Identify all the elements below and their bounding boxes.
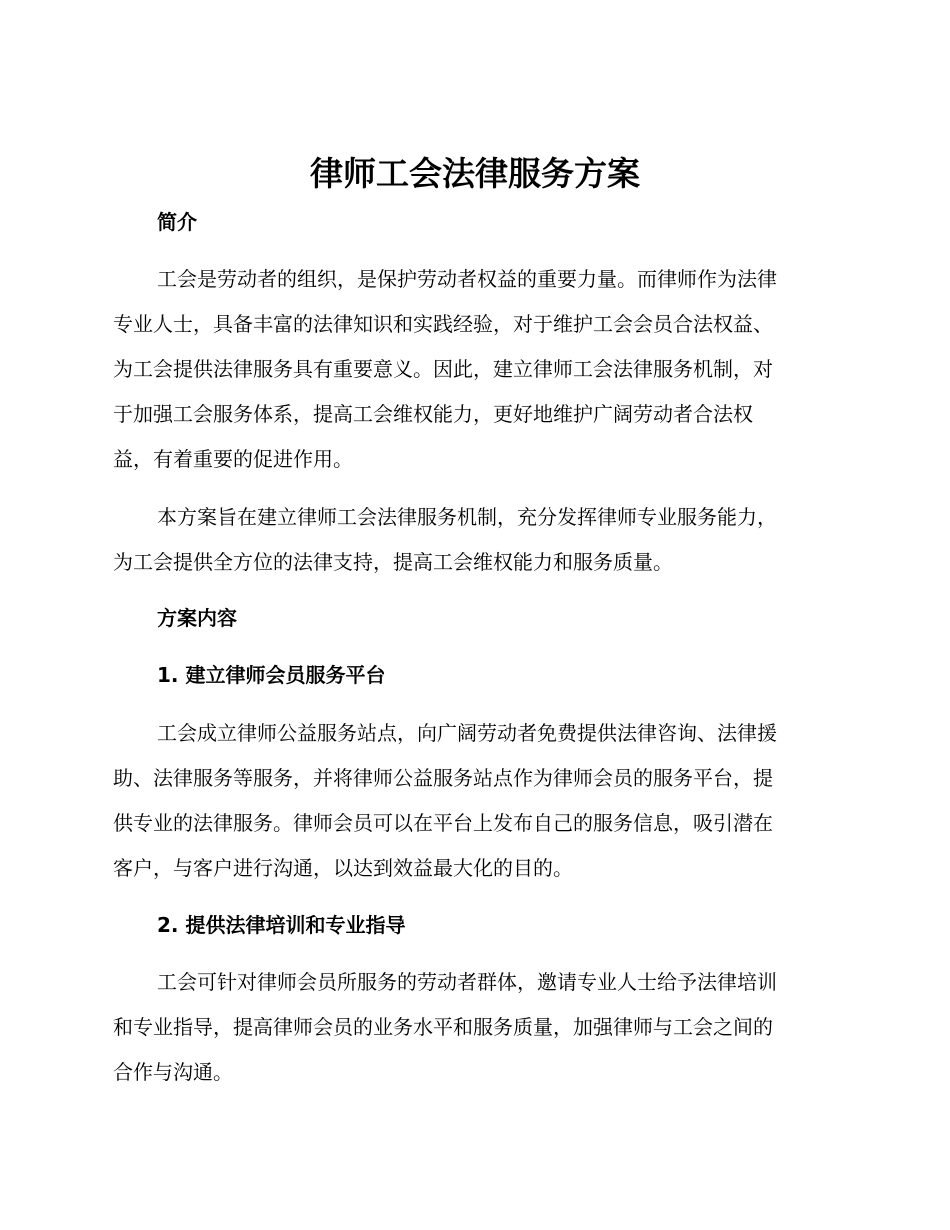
paragraph-line: 合作与沟通。 [113,1060,233,1084]
paragraph-line: 工会是劳动者的组织，是保护劳动者权益的重要力量。而律师作为法律 [157,267,777,291]
paragraph-line: 为工会提供全方位的法律支持，提高工会维权能力和服务质量。 [113,550,673,574]
document-title: 律师工会法律服务方案 [310,154,640,193]
paragraph-line: 本方案旨在建立律师工会法律服务机制，充分发挥律师专业服务能力， [157,505,777,529]
paragraph-line: 客户，与客户进行沟通，以达到效益最大化的目的。 [113,856,573,880]
paragraph-line: 专业人士，具备丰富的法律知识和实践经验，对于维护工会会员合法权益、 [113,312,773,336]
paragraph-item-2 [113,967,831,1102]
section-heading-intro: 简介 [157,210,197,234]
paragraph-item-1 [113,718,831,898]
paragraph-intro-2 [113,502,831,592]
paragraph-intro-1 [113,264,831,489]
paragraph-line: 益，有着重要的促进作用。 [113,447,353,471]
section-heading-content: 方案内容 [157,606,237,630]
subsection-heading-2: 2. 提供法律培训和专业指导 [157,913,406,937]
paragraph-line: 供专业的法律服务。律师会员可以在平台上发布自己的服务信息，吸引潜在 [113,811,773,835]
paragraph-line: 和专业指导，提高律师会员的业务水平和服务质量，加强律师与工会之间的 [113,1015,773,1039]
paragraph-line: 工会成立律师公益服务站点，向广阔劳动者免费提供法律咨询、法律援 [157,721,777,745]
paragraph-line: 助、法律服务等服务，并将律师公益服务站点作为律师会员的服务平台，提 [113,766,773,790]
paragraph-line: 为工会提供法律服务具有重要意义。因此，建立律师工会法律服务机制，对 [113,357,773,381]
paragraph-line: 于加强工会服务体系，提高工会维权能力，更好地维护广阔劳动者合法权 [113,402,753,426]
subsection-heading-1: 1. 建立律师会员服务平台 [157,663,386,687]
paragraph-line: 工会可针对律师会员所服务的劳动者群体，邀请专业人士给予法律培训 [157,970,777,994]
